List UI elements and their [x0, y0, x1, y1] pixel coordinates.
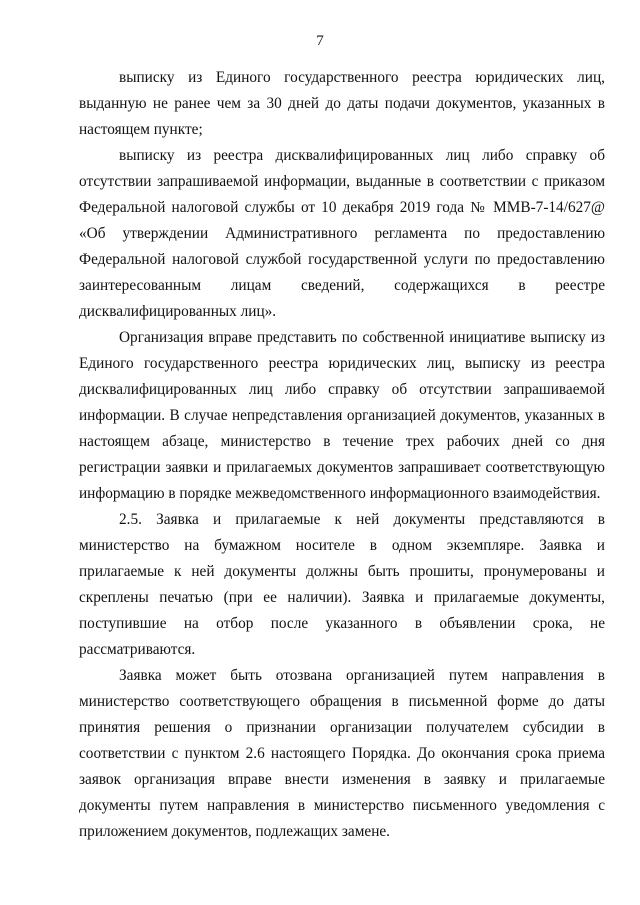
text-line: настоящем пункте; — [79, 121, 203, 138]
text-line: Федеральной налоговой службой государственной услуги по предоставлению — [79, 251, 605, 268]
text-line: министерство соответствующего обращения в письменной форме до даты — [79, 693, 605, 710]
text-line: выданную не ранее чем за 30 дней до даты подачи документов, указанных в — [79, 95, 605, 112]
text-line: прилагаемые к ней документы должны быть прошиты, пронумерованы и — [79, 563, 605, 580]
text-line: министерство на бумажном носителе в одном экземпляре. Заявка и — [79, 537, 605, 554]
text-line: соответствии с пунктом 2.6 настоящего Порядка. До окончания срока приема — [79, 745, 605, 762]
text-line: «Об утверждении Административного регламента по предоставлению — [79, 225, 605, 242]
text-line: дисквалифицированных лиц». — [79, 303, 277, 320]
text-line: выписку из реестра дисквалифицированных лиц либо справку об — [119, 147, 605, 164]
text-line: документы путем направления в министерство письменного уведомления с — [79, 797, 605, 814]
text-line: регистрации заявки и прилагаемых документов запрашивает соответствующую — [79, 459, 605, 476]
page-number: 7 — [316, 33, 324, 49]
text-line: заинтересованным лицам сведений, содержащихся в реестре — [79, 277, 605, 294]
text-line: дисквалифицированных лиц либо справку об отсутствии запрашиваемой — [79, 381, 605, 398]
text-line: информацию в порядке межведомственного информационного взаимодействия. — [79, 485, 601, 502]
text-line: Единого государственного реестра юридических лиц, выписку из реестра — [79, 355, 605, 372]
text-line: приложением документов, подлежащих замене. — [79, 823, 390, 840]
text-line: 2.5. Заявка и прилагаемые к ней документы представляются в — [119, 511, 605, 528]
text-line: поступившие на отбор после указанного в объявлении срока, не — [79, 615, 605, 632]
text-line: Заявка может быть отозвана организацией путем направления в — [119, 667, 605, 684]
text-line: информации. В случае непредставления организацией документов, указанных в — [79, 407, 605, 424]
text-line: заявок организация вправе внести изменения в заявку и прилагаемые — [79, 771, 605, 788]
text-line: настоящем абзаце, министерство в течение трех рабочих дней со дня — [79, 433, 605, 450]
text-line: Организация вправе представить по собственной инициативе выписку из — [119, 329, 605, 346]
text-line: принятия решения о признании организации получателем субсидии в — [79, 719, 605, 736]
text-line: отсутствии запрашиваемой информации, выданные в соответствии с приказом — [79, 173, 605, 190]
text-line: скреплены печатью (при ее наличии). Заявка и прилагаемые документы, — [79, 589, 605, 606]
text-line: рассматриваются. — [79, 641, 196, 658]
text-line: Федеральной налоговой службы от 10 декабря 2019 года № ММВ-7-14/627@ — [79, 199, 605, 216]
text-line: выписку из Единого государственного реестра юридических лиц, — [119, 69, 605, 86]
